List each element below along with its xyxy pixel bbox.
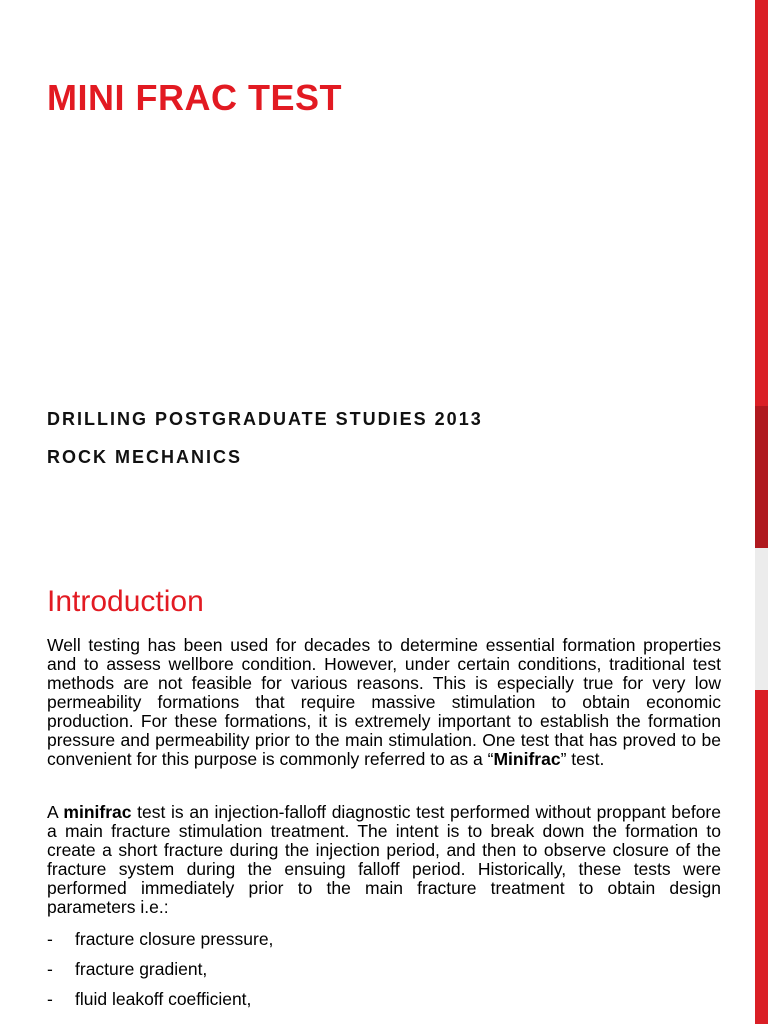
list-item-text: fracture gradient, [75, 959, 208, 979]
intro-paragraph-end: ” test. [560, 749, 605, 769]
minifrac-term: Minifrac [493, 749, 561, 769]
accent-bar-slide2-light [755, 548, 768, 690]
subtitle-topic: ROCK MECHANICS [47, 447, 243, 467]
definition-paragraph [47, 803, 721, 917]
design-parameters-list [47, 930, 721, 1020]
intro-paragraph-text: Well testing has been used for decades to determine essential formation properties and to assess wellbore condition. However, under certain conditions, traditional test methods are not feasible for various reasons. This is especially true for very low permeability formations that require massive stimulation to obtain economic production. For these formations, it is extremely important to establish the formation pressure and permeability prior to the main stimulation. One test that has proved to be convenient for this purpose is commonly referred to as a “ [47, 635, 721, 769]
list-item [47, 990, 721, 1009]
bullet-dash: - [47, 929, 53, 949]
slide-title: MINI FRAC TEST [47, 77, 342, 118]
list-item [47, 960, 721, 979]
accent-bar-stripe [755, 406, 768, 548]
list-item-text: fluid leakoff coefficient, [75, 989, 252, 1009]
subtitle-course: DRILLING POSTGRADUATE STUDIES 2013 [47, 409, 483, 429]
bullet-dash: - [47, 959, 53, 979]
bullet-dash: - [47, 989, 53, 1009]
intro-paragraph [47, 636, 721, 769]
section-heading: Introduction [47, 585, 204, 618]
minifrac-term-lower: minifrac [63, 802, 132, 822]
definition-text: test is an injection-falloff diagnostic test performed without proppant before a main fracture stimulation treatment. The intent is to break down the formation to create a short fracture during the injection period, and then to observe closure of the fracture system during the ensuing falloff period. Historically, these tests were performed immediately prior to the main fracture treatment to obtain design parameters i.e.: [47, 802, 721, 917]
list-item-text: fracture closure pressure, [75, 929, 274, 949]
list-item [47, 930, 721, 949]
definition-start: A [47, 802, 64, 822]
